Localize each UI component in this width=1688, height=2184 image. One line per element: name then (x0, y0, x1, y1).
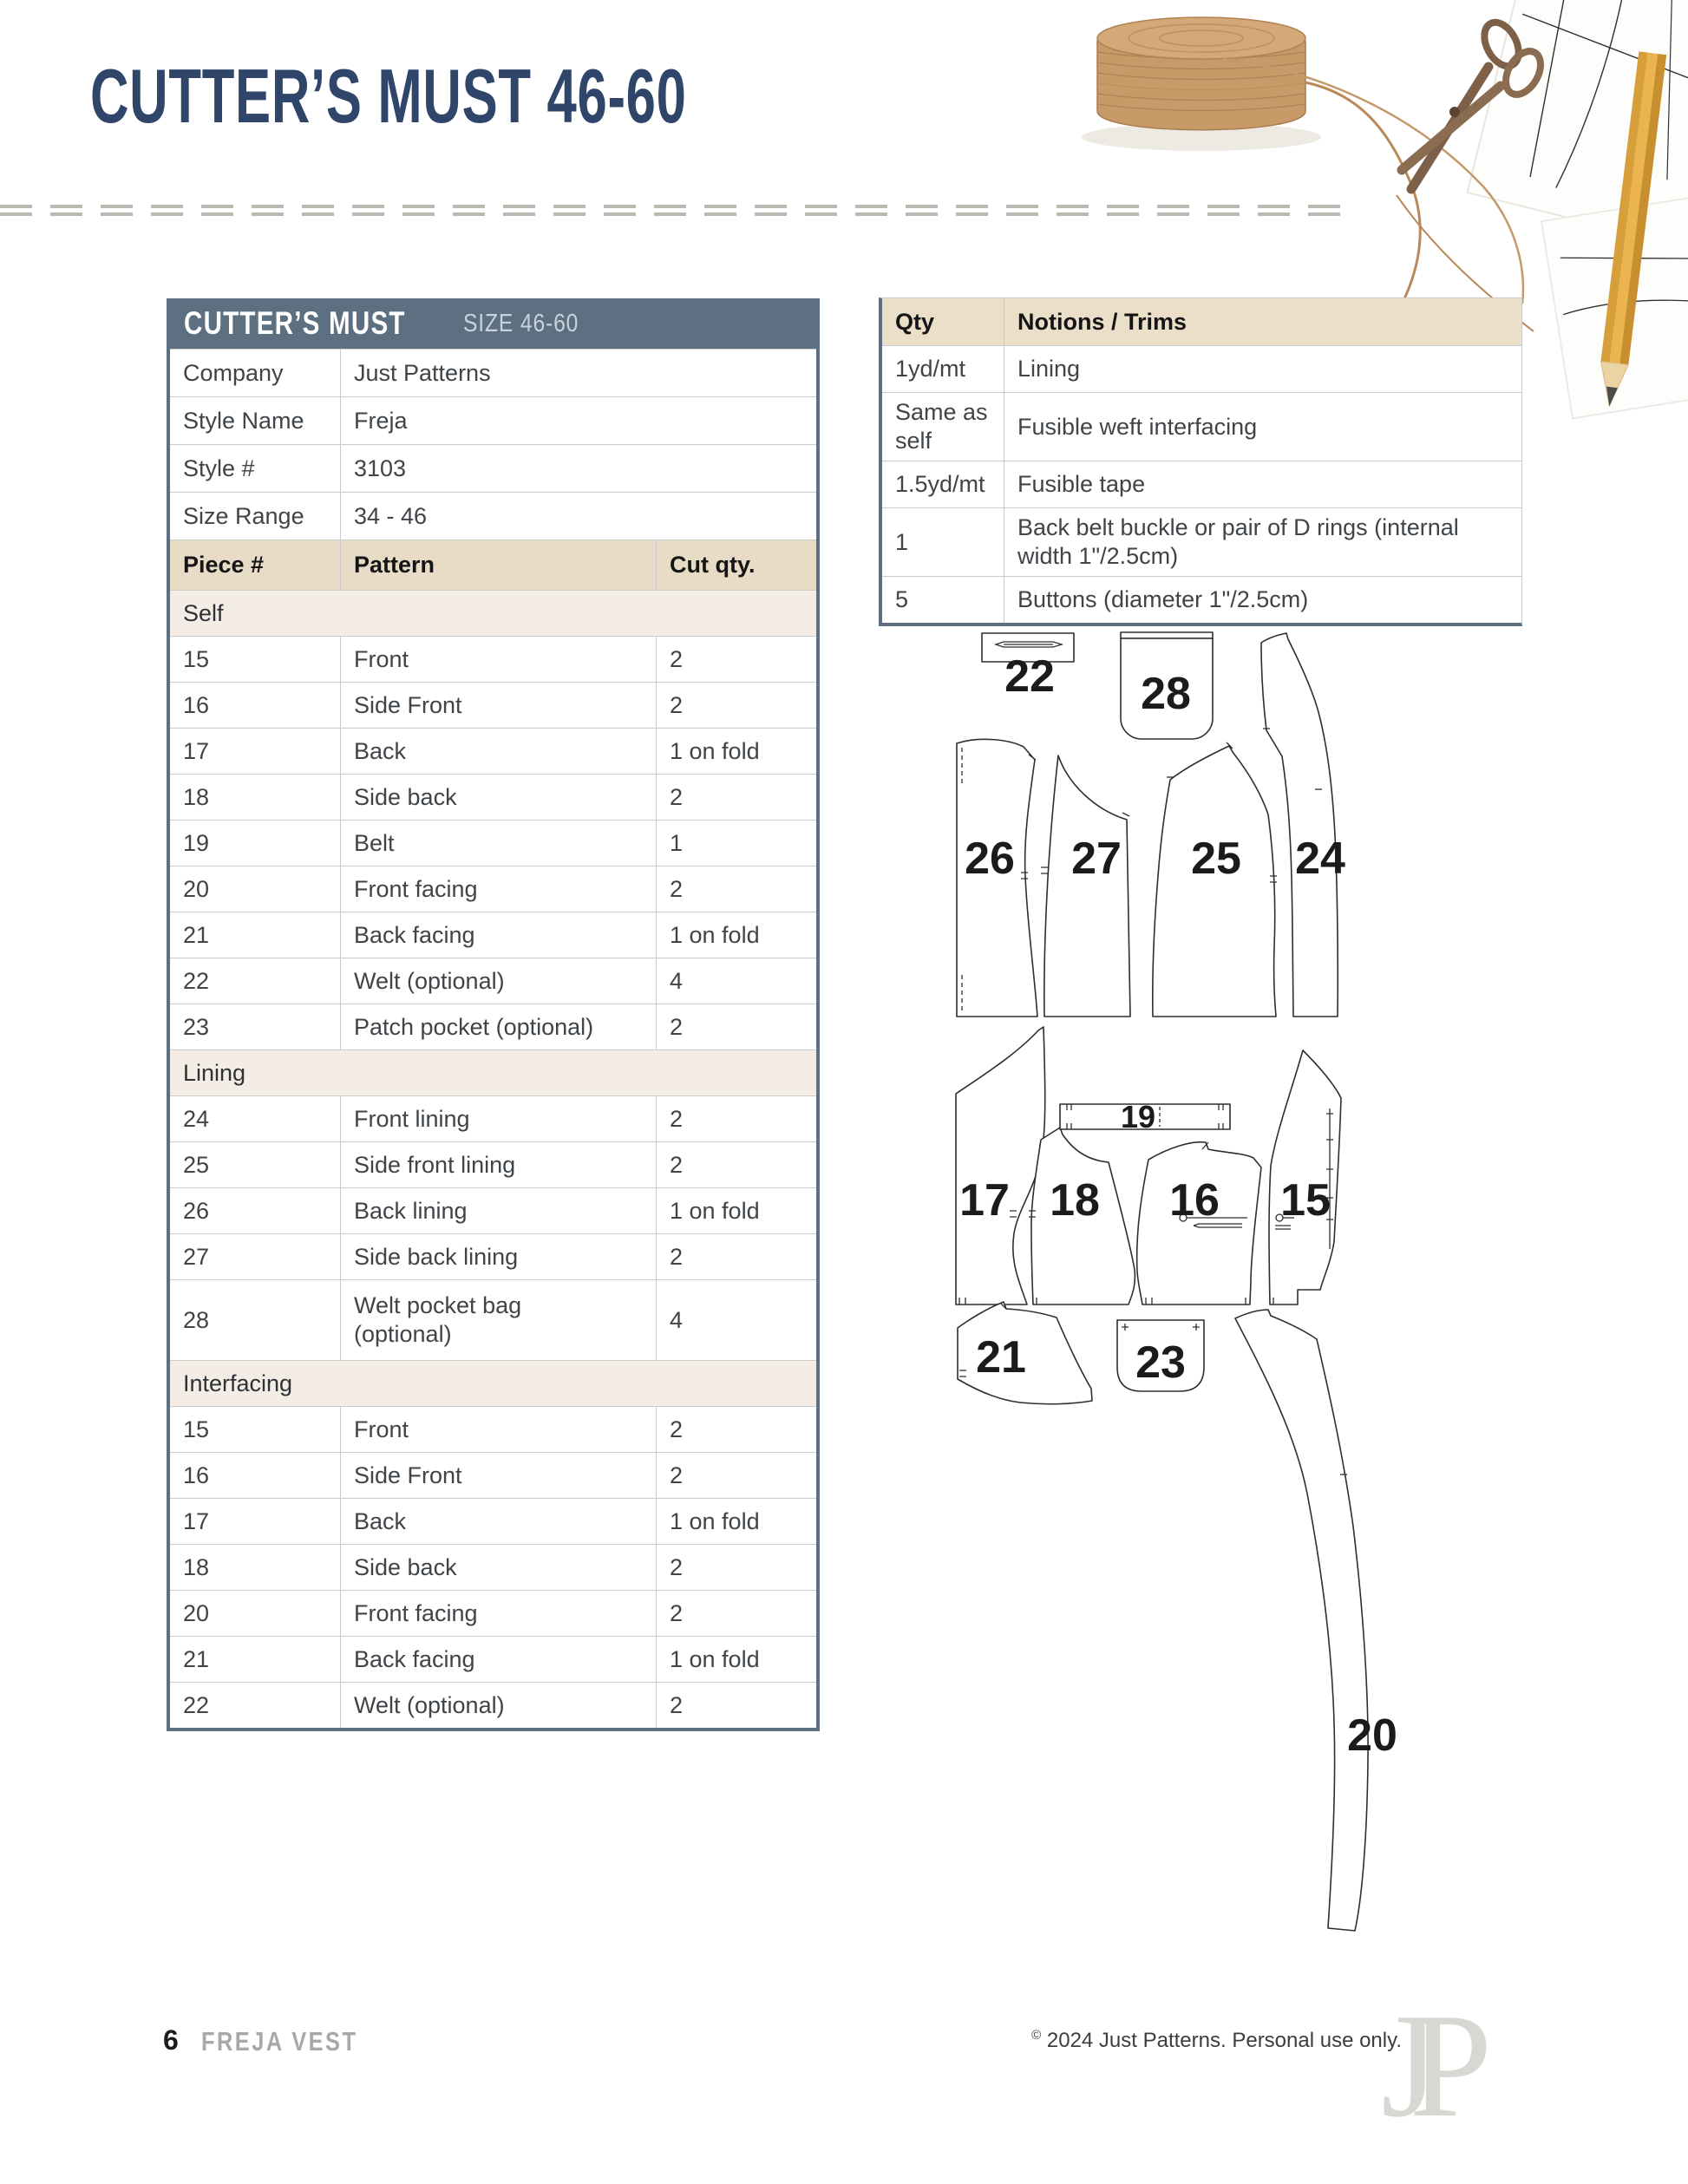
piece-row (170, 866, 816, 912)
piece-number: 17 (183, 737, 210, 764)
piece-number: 20 (183, 875, 210, 902)
piece-cutqty: 2 (656, 1004, 816, 1049)
notions-header-item: Notions / Trims (1004, 298, 1521, 345)
info-value: Freja (340, 397, 816, 444)
piece-number: 16 (183, 1461, 210, 1488)
piece-row (170, 1406, 816, 1452)
column-header-pattern: Pattern (340, 540, 656, 590)
notion-row (882, 345, 1521, 392)
cutters-must-table-header (170, 298, 816, 349)
piece-row (170, 1095, 816, 1141)
info-label: Style # (183, 454, 255, 481)
piece-row (170, 774, 816, 820)
footer-doc-title: FREJA VEST (201, 2026, 358, 2056)
piece-row (170, 682, 816, 728)
twine-spool-icon (1097, 17, 1534, 331)
piece-cutqty: 1 (656, 821, 816, 866)
piece-number: 21 (183, 921, 210, 948)
info-row (170, 492, 816, 539)
notions-header-qty: Qty (895, 308, 935, 335)
piece-pattern: Back facing (340, 1637, 656, 1682)
notion-item: Lining (1004, 346, 1521, 392)
piece-pattern: Front (340, 1407, 656, 1452)
table-header-title: CUTTER’S MUST (184, 305, 406, 341)
piece-cutqty: 2 (656, 1683, 816, 1728)
piece-number: 26 (183, 1197, 210, 1224)
info-label: Style Name (183, 407, 304, 434)
piece-pattern: Front facing (340, 1591, 656, 1636)
info-value: 34 - 46 (340, 493, 816, 539)
piece-pattern: Side back (340, 775, 656, 820)
piece-number: 15 (183, 1416, 210, 1442)
notion-item: Fusible tape (1004, 461, 1521, 507)
piece-label-17: 17 (959, 1175, 1010, 1226)
copyright-text: 2024 Just Patterns. Personal use only. (1046, 2029, 1402, 2052)
piece-label-22: 22 (1004, 651, 1055, 702)
copyright-notice (1031, 2028, 1402, 2053)
piece-number: 24 (183, 1105, 210, 1132)
piece-pattern: Side front lining (340, 1142, 656, 1187)
piece-number: 16 (183, 691, 210, 718)
piece-cutqty: 4 (656, 958, 816, 1004)
piece-label-23: 23 (1135, 1337, 1186, 1388)
dashed-divider (0, 205, 1358, 216)
notions-header-row (882, 298, 1521, 345)
notion-row (882, 507, 1521, 576)
info-row (170, 349, 816, 396)
piece-row (170, 1141, 816, 1187)
notion-qty: 1.5yd/mt (895, 471, 985, 497)
cutters-must-table (167, 298, 820, 1731)
piece-label-15: 15 (1280, 1175, 1331, 1226)
pattern-piece-20 (1235, 1310, 1368, 1931)
piece-row (170, 1279, 816, 1360)
table-header-subtitle: SIZE 46-60 (462, 309, 579, 337)
piece-row (170, 1233, 816, 1279)
piece-number: 23 (183, 1013, 210, 1040)
piece-pattern: Side back (340, 1545, 656, 1590)
piece-cutqty: 2 (656, 637, 816, 682)
piece-label-21: 21 (976, 1332, 1026, 1383)
piece-number: 17 (183, 1507, 210, 1534)
page-title: CUTTER’S MUST 46-60 (90, 53, 687, 139)
piece-number: 15 (183, 645, 210, 672)
piece-pattern: Belt (340, 821, 656, 866)
piece-cutqty: 1 on fold (656, 912, 816, 958)
piece-row (170, 1452, 816, 1498)
piece-number: 22 (183, 1691, 210, 1718)
notion-qty: Same as self (895, 399, 988, 454)
piece-label-19: 19 (1120, 1099, 1156, 1135)
piece-columns-header (170, 539, 816, 590)
column-header-cutqty: Cut qty. (656, 540, 816, 590)
piece-number: 21 (183, 1645, 210, 1672)
piece-row (170, 820, 816, 866)
piece-number: 27 (183, 1243, 210, 1270)
piece-number: 28 (183, 1306, 210, 1333)
notion-row (882, 461, 1521, 507)
piece-cutqty: 2 (656, 775, 816, 820)
piece-pattern: Patch pocket (optional) (340, 1004, 656, 1049)
piece-number: 22 (183, 967, 210, 994)
piece-row (170, 1004, 816, 1049)
piece-label-24: 24 (1295, 834, 1345, 884)
section-row (170, 1049, 816, 1095)
piece-label-25: 25 (1191, 834, 1241, 884)
piece-number: 18 (183, 783, 210, 810)
piece-pattern: Side back lining (340, 1234, 656, 1279)
notion-qty: 1yd/mt (895, 356, 966, 382)
piece-cutqty: 2 (656, 683, 816, 728)
piece-pattern: Front lining (340, 1096, 656, 1141)
piece-pattern: Back facing (340, 912, 656, 958)
piece-row (170, 912, 816, 958)
piece-label-20: 20 (1347, 1710, 1397, 1761)
notion-item: Fusible weft interfacing (1004, 393, 1521, 461)
pattern-piece-27 (1041, 755, 1130, 1017)
piece-number: 18 (183, 1553, 210, 1580)
piece-row (170, 1187, 816, 1233)
info-table-rows (170, 349, 816, 1728)
notion-qty: 1 (895, 528, 909, 555)
piece-pattern: Back (340, 1499, 656, 1544)
copyright-symbol: © (1031, 2028, 1042, 2043)
piece-cutqty: 4 (656, 1280, 816, 1360)
info-label: Company (183, 359, 284, 386)
piece-number: 19 (183, 829, 210, 856)
notion-item: Back belt buckle or pair of D rings (internal width 1"/2.5cm) (1004, 508, 1521, 576)
notion-item: Buttons (diameter 1"/2.5cm) (1004, 577, 1521, 623)
piece-cutqty: 1 on fold (656, 1188, 816, 1233)
pattern-pieces-diagram (919, 598, 1561, 1986)
piece-cutqty: 2 (656, 1453, 816, 1498)
piece-label-16: 16 (1169, 1175, 1220, 1226)
piece-number: 25 (183, 1151, 210, 1178)
section-row (170, 1360, 816, 1406)
piece-label-18: 18 (1050, 1175, 1100, 1226)
piece-pattern: Welt pocket bag (optional) (340, 1280, 656, 1360)
notions-table-rows (882, 298, 1521, 623)
section-name: Interfacing (183, 1370, 293, 1396)
piece-number: 20 (183, 1599, 210, 1626)
jp-logo: JP (1381, 1984, 1462, 2148)
piece-pattern: Side Front (340, 683, 656, 728)
piece-row (170, 1682, 816, 1728)
info-row (170, 396, 816, 444)
piece-row (170, 1544, 816, 1590)
info-label: Size Range (183, 502, 304, 529)
section-row (170, 590, 816, 636)
piece-row (170, 636, 816, 682)
notion-row (882, 392, 1521, 461)
page-number: 6 (163, 2024, 179, 2056)
piece-pattern: Back (340, 729, 656, 774)
piece-row (170, 1498, 816, 1544)
piece-pattern: Welt (optional) (340, 958, 656, 1004)
piece-cutqty: 2 (656, 866, 816, 912)
piece-pattern: Front (340, 637, 656, 682)
piece-row (170, 958, 816, 1004)
piece-row (170, 1636, 816, 1682)
piece-cutqty: 2 (656, 1545, 816, 1590)
info-row (170, 444, 816, 492)
piece-label-26: 26 (965, 834, 1015, 884)
piece-pattern: Back lining (340, 1188, 656, 1233)
section-name: Lining (183, 1059, 246, 1086)
piece-label-28: 28 (1141, 669, 1191, 719)
piece-pattern: Welt (optional) (340, 1683, 656, 1728)
piece-cutqty: 2 (656, 1591, 816, 1636)
piece-cutqty: 1 on fold (656, 1637, 816, 1682)
piece-cutqty: 2 (656, 1407, 816, 1452)
info-value: 3103 (340, 445, 816, 492)
section-name: Self (183, 599, 224, 626)
notion-qty: 5 (895, 586, 909, 612)
piece-cutqty: 1 on fold (656, 729, 816, 774)
piece-label-27: 27 (1071, 834, 1122, 884)
piece-row (170, 728, 816, 774)
piece-pattern: Front facing (340, 866, 656, 912)
piece-cutqty: 2 (656, 1096, 816, 1141)
notions-table (879, 298, 1522, 626)
piece-pattern: Side Front (340, 1453, 656, 1498)
piece-cutqty: 2 (656, 1142, 816, 1187)
piece-cutqty: 1 on fold (656, 1499, 816, 1544)
piece-cutqty: 2 (656, 1234, 816, 1279)
piece-row (170, 1590, 816, 1636)
column-header-piece: Piece # (183, 552, 265, 578)
info-value: Just Patterns (340, 350, 816, 396)
twine-strand (1305, 82, 1420, 314)
